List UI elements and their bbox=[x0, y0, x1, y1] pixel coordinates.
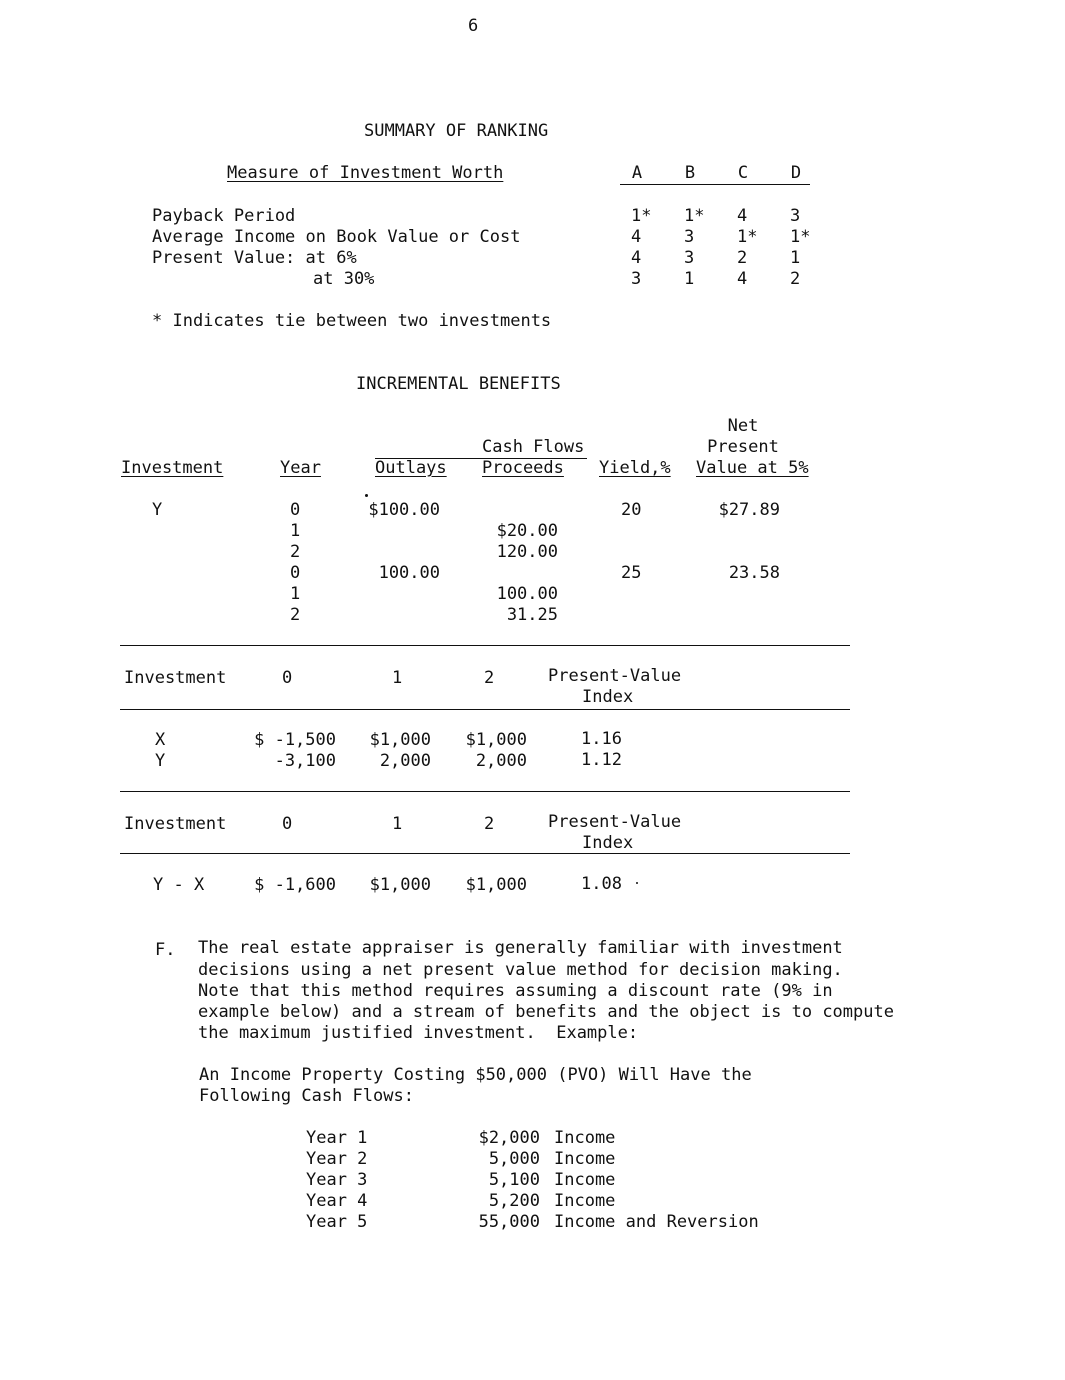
rank-a: 3 bbox=[631, 269, 642, 289]
t3-header-rule bbox=[120, 853, 850, 854]
rank-b: 3 bbox=[684, 227, 695, 247]
section-divider bbox=[120, 645, 850, 646]
inv-cell: Y bbox=[155, 751, 166, 771]
section-f-marker: F. bbox=[155, 940, 176, 960]
tie-footnote: * Indicates tie between two investments bbox=[152, 311, 552, 331]
measure-header: Measure of Investment Worth bbox=[227, 163, 504, 183]
t2-header-1: 1 bbox=[392, 668, 403, 688]
year-cell: 1 bbox=[290, 584, 301, 604]
proceeds-cell: 120.00 bbox=[496, 542, 558, 562]
cf-year: Year 5 bbox=[306, 1212, 368, 1232]
year2-cell: $1,000 bbox=[465, 875, 527, 895]
cf-amount: 55,000 bbox=[478, 1212, 540, 1232]
paragraph-line: The real estate appraiser is generally familiar with investment bbox=[198, 938, 843, 958]
year1-cell: $1,000 bbox=[369, 875, 431, 895]
header-year: Year bbox=[280, 458, 321, 478]
rank-col-a: A bbox=[631, 163, 643, 183]
cf-year: Year 4 bbox=[306, 1191, 368, 1211]
year-cell: 0 bbox=[290, 563, 301, 583]
header-outlays: Outlays bbox=[375, 458, 447, 478]
year-cell: 2 bbox=[290, 542, 301, 562]
stray-mark bbox=[365, 494, 368, 497]
cf-amount: 5,000 bbox=[488, 1149, 540, 1169]
cf-desc: Income bbox=[554, 1170, 616, 1190]
paragraph-line: decisions using a net present value method for decision making. bbox=[198, 960, 843, 980]
proceeds-cell: 31.25 bbox=[506, 605, 558, 625]
cf-amount: 5,200 bbox=[488, 1191, 540, 1211]
stray-mark bbox=[636, 882, 638, 884]
t2-header-pvi: Present-Value bbox=[548, 666, 682, 686]
page-number: 6 bbox=[468, 16, 479, 36]
year2-cell: $1,000 bbox=[465, 730, 527, 750]
section-divider bbox=[120, 791, 850, 792]
year0-cell: $ -1,600 bbox=[254, 875, 336, 895]
proceeds-cell: 100.00 bbox=[496, 584, 558, 604]
rank-c: 4 bbox=[737, 206, 748, 226]
rank-b: 1 bbox=[684, 269, 695, 289]
header-yield: Yield,% bbox=[599, 458, 671, 478]
proceeds-cell: $20.00 bbox=[496, 521, 558, 541]
rank-d: 2 bbox=[790, 269, 801, 289]
cf-amount: $2,000 bbox=[478, 1128, 540, 1148]
incremental-title: INCREMENTAL BENEFITS bbox=[356, 374, 561, 394]
paragraph-line: example below) and a stream of benefits and the object is to compute bbox=[198, 1002, 894, 1022]
header-present: Present bbox=[707, 437, 779, 457]
header-npv: Value at 5% bbox=[696, 458, 809, 478]
yield-cell: 25 bbox=[621, 563, 642, 583]
t2-header-2: 2 bbox=[484, 668, 495, 688]
year2-cell: 2,000 bbox=[475, 751, 527, 771]
cf-desc: Income and Reversion bbox=[554, 1212, 759, 1232]
cf-year: Year 3 bbox=[306, 1170, 368, 1190]
rank-header-rule bbox=[620, 184, 810, 185]
pvi-cell: 1.16 bbox=[581, 729, 622, 749]
t2-header-0: 0 bbox=[282, 668, 293, 688]
header-proceeds: Proceeds bbox=[482, 458, 564, 478]
year-cell: 1 bbox=[290, 521, 301, 541]
npv-cell: 23.58 bbox=[728, 563, 780, 583]
rank-col-b: B bbox=[684, 163, 696, 183]
t3-header-2: 2 bbox=[484, 814, 495, 834]
rank-col-c: C bbox=[737, 163, 749, 183]
t2-header-index: Index bbox=[582, 687, 634, 707]
rank-d: 1* bbox=[790, 227, 811, 247]
cf-amount: 5,100 bbox=[488, 1170, 540, 1190]
rank-a: 1* bbox=[631, 206, 652, 226]
year1-cell: 2,000 bbox=[379, 751, 431, 771]
cf-year: Year 2 bbox=[306, 1149, 368, 1169]
paragraph-line: the maximum justified investment. Example: bbox=[198, 1023, 639, 1043]
t2-header-rule bbox=[120, 709, 850, 710]
summary-title: SUMMARY OF RANKING bbox=[364, 121, 549, 141]
paragraph-line: Note that this method requires assuming a discount rate (9% in bbox=[198, 981, 833, 1001]
rank-c: 4 bbox=[737, 269, 748, 289]
year0-cell: $ -1,500 bbox=[254, 730, 336, 750]
year-cell: 0 bbox=[290, 500, 301, 520]
cf-desc: Income bbox=[554, 1191, 616, 1211]
cf-desc: Income bbox=[554, 1128, 616, 1148]
rank-c: 1* bbox=[737, 227, 758, 247]
rank-col-d: D bbox=[790, 163, 802, 183]
cf-year: Year 1 bbox=[306, 1128, 368, 1148]
npv-cell: $27.89 bbox=[718, 500, 780, 520]
inv-cell: X bbox=[155, 730, 166, 750]
row-label: Average Income on Book Value or Cost bbox=[152, 227, 521, 247]
year-cell: 2 bbox=[290, 605, 301, 625]
pvi-cell: 1.08 bbox=[581, 874, 622, 894]
header-investment: Investment bbox=[121, 458, 224, 478]
t3-header-index: Index bbox=[582, 833, 634, 853]
outlay-cell: 100.00 bbox=[378, 563, 440, 583]
header-cash-flows: Cash Flows bbox=[482, 437, 585, 457]
example-line: Following Cash Flows: bbox=[199, 1086, 414, 1106]
investment-label: Y bbox=[152, 500, 163, 520]
outlay-cell: $100.00 bbox=[368, 500, 440, 520]
t2-header-investment: Investment bbox=[124, 668, 227, 688]
yield-cell: 20 bbox=[621, 500, 642, 520]
t3-header-0: 0 bbox=[282, 814, 293, 834]
row-label: at 30% bbox=[313, 269, 375, 289]
t3-header-investment: Investment bbox=[124, 814, 227, 834]
header-net: Net bbox=[727, 416, 759, 436]
row-label: Payback Period bbox=[152, 206, 296, 226]
example-line: An Income Property Costing $50,000 (PVO) Will Have the bbox=[199, 1065, 752, 1085]
year1-cell: $1,000 bbox=[369, 730, 431, 750]
pvi-cell: 1.12 bbox=[581, 750, 622, 770]
rank-a: 4 bbox=[631, 227, 642, 247]
rank-c: 2 bbox=[737, 248, 748, 268]
row-label: Present Value: at 6% bbox=[152, 248, 357, 268]
t3-header-1: 1 bbox=[392, 814, 403, 834]
rank-a: 4 bbox=[631, 248, 642, 268]
cf-desc: Income bbox=[554, 1149, 616, 1169]
rank-d: 1 bbox=[790, 248, 801, 268]
year0-cell: -3,100 bbox=[274, 751, 336, 771]
inv-cell: Y - X bbox=[153, 875, 205, 895]
t3-header-pvi: Present-Value bbox=[548, 812, 682, 832]
rank-d: 3 bbox=[790, 206, 801, 226]
rank-b: 3 bbox=[684, 248, 695, 268]
rank-b: 1* bbox=[684, 206, 705, 226]
